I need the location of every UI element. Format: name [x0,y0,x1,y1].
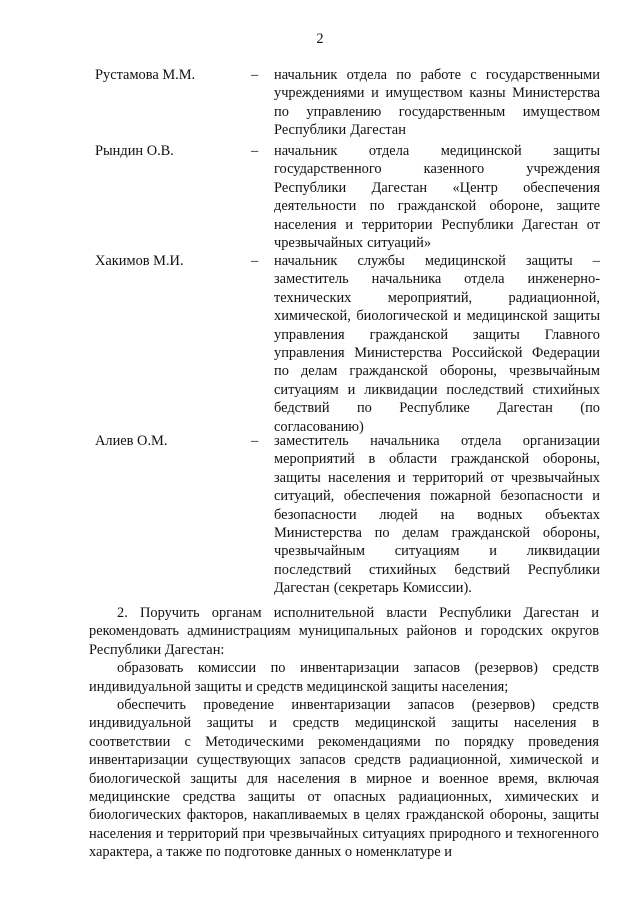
page-number: 2 [316,31,324,47]
resolution-section [89,604,599,862]
member-role: начальник отдела по работе с государственными учреждениями и имуществом казны Министерства по управлению государственным имуществом Республики Дагестан [274,67,600,139]
member-name: Рустамова М.М. [95,67,196,83]
member-role: заместитель начальника отдела организации мероприятий в области гражданской обороны, защиты населения и территорий от чрезвычайных ситуаций, обеспечения пожарной безопасности и безопасности людей на водных объектах Министерства по делам гражданской обороны, чрезвычайным ситуациям и ликвидации последствий стихийных бедствий Республики Дагестан (секретарь Комиссии). [274,433,600,597]
member-dash: – [251,67,259,83]
resolution-paragraph: образовать комиссии по инвентаризации запасов (резервов) средств индивидуальной защиты и средств медицинской защиты населения; [89,660,599,695]
member-name: Хакимов М.И. [95,253,184,269]
member-role: начальник отдела медицинской защиты государственного казенного учреждения Республики Дагестан «Центр обеспечения деятельности по гражданской обороне, защите населения и территории Республики Дагестан от чрезвычайных ситуаций» [274,143,600,252]
member-dash: – [251,433,259,449]
member-dash: – [251,143,259,159]
member-name: Рындин О.В. [95,143,174,159]
member-name: Алиев О.М. [95,433,168,449]
resolution-paragraph: обеспечить проведение инвентаризации запасов (резервов) средств индивидуальной защиты и средств медицинской защиты населения в соответствии с Методическими рекомендациями по порядку проведения инвентаризации существующих запасов средств радиационной, химической и биологической защиты для населения в мирное и военное время, включая медицинские средства защиты от опасных радиационных, химических и биологических факторов, накапливаемых в целях гражданской обороны, защиты населения и территорий при чрезвычайных ситуациях природного и техногенного характера, а также по подготовке данных о номенклатуре и [89,697,599,861]
resolution-paragraph: 2. Поручить органам исполнительной власти Республики Дагестан и рекомендовать администрациям муниципальных районов и городских округов Республики Дагестан: [89,605,599,658]
member-role: начальник службы медицинской защиты – заместитель начальника отдела инженерно-технических мероприятий, радиационной, химической, биологической и медицинской защиты управления гражданской защиты Главного управления Министерства Российской Федерации по делам гражданской обороны, чрезвычайным ситуациям и ликвидации последствий стихийных бедствий по Республике Дагестан (по согласованию) [274,253,600,435]
member-dash: – [251,253,259,269]
